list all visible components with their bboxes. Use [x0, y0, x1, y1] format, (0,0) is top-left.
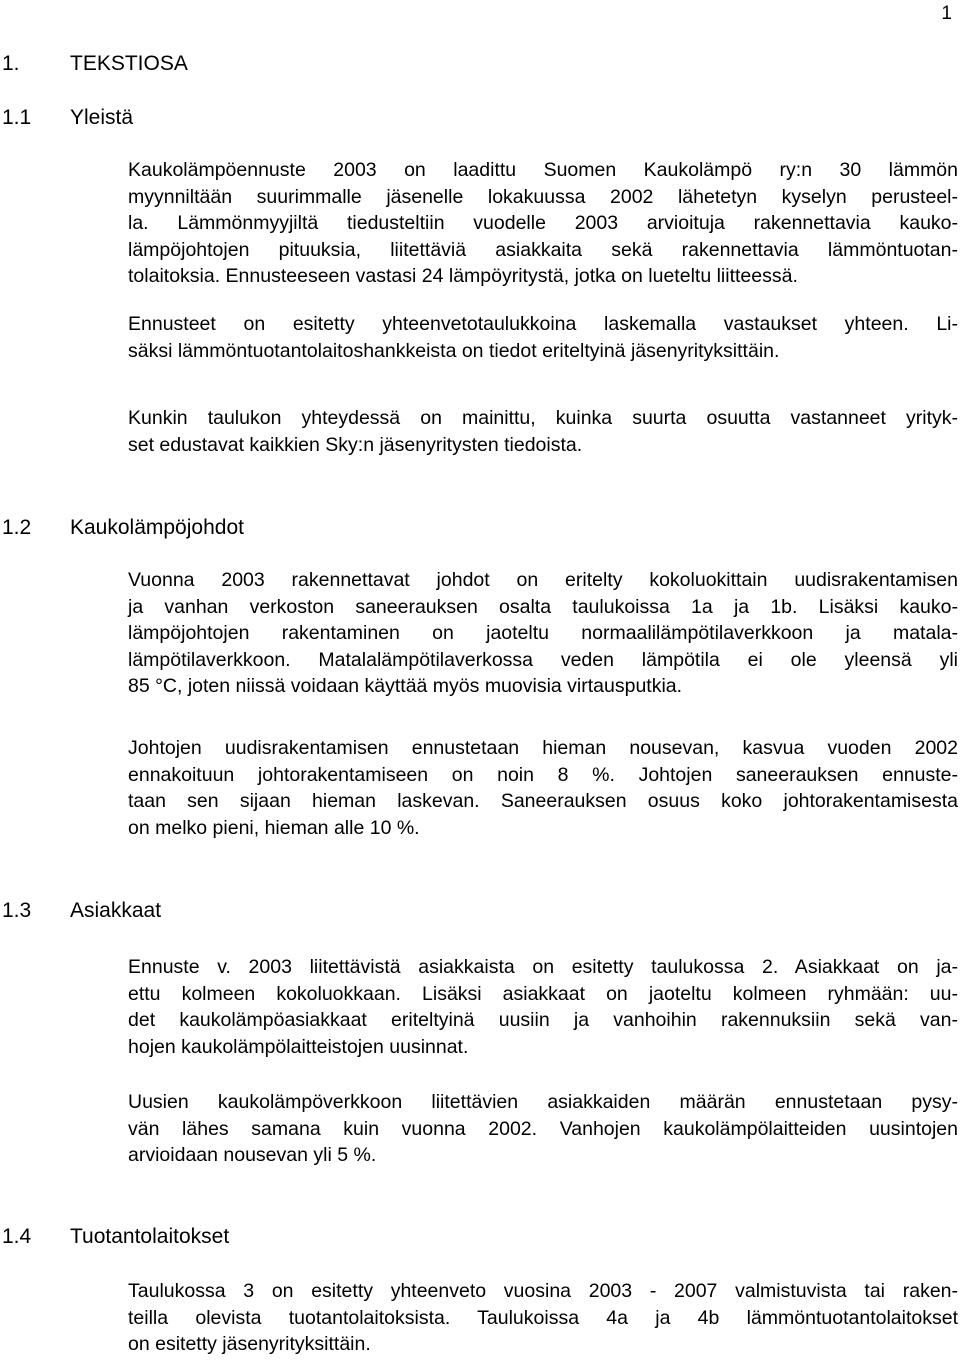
text-line: Kunkin taulukon yhteydessä on mainittu, kuinka suurta osuutta vastanneet yrityk-: [128, 407, 958, 429]
section-title: Asiakkaat: [70, 899, 162, 922]
text-line: teilla olevista tuotantolaitoksista. Taulukoissa 4a ja 4b lämmöntuotantolaitokset: [128, 1306, 958, 1329]
paragraph-pipeline-forecast: [128, 735, 958, 841]
text-line: Uusien kaukolämpöverkkoon liitettävien asiakkaiden määrän ennustetaan pysy-: [128, 1091, 958, 1113]
text-line: Ennusteet on esitetty yhteenvetotaulukkoina laskemalla vastaukset yhteen. Li-: [128, 313, 958, 335]
text-line: myynniltään suurimmalle jäsenelle lokakuussa 2002 lähetetyn kyselyn perusteel-: [128, 185, 958, 208]
text-line: Taulukossa 3 on esitetty yhteenveto vuosina 2003 - 2007 valmistuvista tai raken-: [128, 1280, 958, 1302]
text-line: arvioidaan nousevan yli 5 %.: [128, 1144, 377, 1167]
text-line: set edustavat kaikkien Sky:n jäsenyritysten tiedoista.: [128, 433, 583, 456]
section-number: 1.2: [2, 516, 32, 539]
text-line: Kaukolämpöennuste 2003 on laadittu Suomen Kaukolämpö ry:n 30 lämmön: [128, 159, 958, 181]
section-title: TEKSTIOSA: [70, 52, 188, 75]
paragraph-coverage: [128, 405, 958, 458]
paragraph-production-plants: [128, 1278, 958, 1358]
text-line: Ennuste v. 2003 liitettävistä asiakkaista on esitetty taulukossa 2. Asiakkaat on ja-: [128, 956, 958, 978]
text-line: ja vanhan verkoston saneerauksen osalta taulukoissa 1a ja 1b. Lisäksi kauko-: [128, 595, 958, 618]
section-number: 1.4: [2, 1225, 32, 1248]
section-number: 1.1: [2, 106, 32, 129]
text-line: lämpöjohtojen rakentaminen on jaoteltu normaalilämpötilaverkkoon ja matala-: [128, 622, 958, 645]
text-line: on melko pieni, hieman alle 10 %.: [128, 816, 420, 839]
text-line: 85 °C, joten niissä voidaan käyttää myös muovisia virtausputkia.: [128, 675, 683, 698]
text-line: taan sen sijaan hieman laskevan. Saneerauksen osuus koko johtorakentamisesta: [128, 790, 958, 813]
text-line: det kaukolämpöasiakkaat eriteltyinä uusiin ja vanhoihin rakennuksiin sekä van-: [128, 1009, 958, 1032]
page-number: 1: [941, 3, 952, 24]
text-line: vän lähes samana kuin vuonna 2002. Vanhojen kaukolämpölaitteiden uusintojen: [128, 1117, 958, 1140]
text-line: ennakoituun johtorakentamiseen on noin 8 %. Johtojen saneerauksen ennuste-: [128, 763, 958, 786]
text-line: lämpötilaverkkoon. Matalalämpötilaverkossa veden lämpötila ei ole yleensä yli: [128, 648, 958, 671]
paragraph-customers: [128, 954, 958, 1060]
text-line: säksi lämmöntuotantolaitoshankkeista on tiedot eriteltyinä jäsenyrityksittäin.: [128, 339, 780, 362]
section-number: 1.3: [2, 899, 32, 922]
section-title: Tuotantolaitokset: [70, 1225, 230, 1248]
paragraph-summary-tables: [128, 311, 958, 364]
text-line: hojen kaukolämpölaitteistojen uusinnat.: [128, 1035, 469, 1058]
text-line: lämpöjohtojen pituuksia, liitettäviä asiakkaita sekä rakennettavia lämmöntuotan-: [128, 238, 958, 261]
text-line: on esitetty jäsenyrityksittäin.: [128, 1333, 371, 1356]
text-line: Vuonna 2003 rakennettavat johdot on eritelty kokoluokittain uudisrakentamisen: [128, 569, 958, 591]
text-line: tolaitoksia. Ennusteeseen vastasi 24 lämpöyritystä, jotka on lueteltu liitteessä.: [128, 265, 798, 288]
text-line: Johtojen uudisrakentamisen ennustetaan hieman nousevan, kasvua vuoden 2002: [128, 737, 958, 759]
section-title: Kaukolämpöjohdot: [70, 516, 244, 539]
paragraph-pipelines: [128, 567, 958, 700]
paragraph-customer-forecast: [128, 1089, 958, 1169]
text-line: ettu kolmeen kokoluokkaan. Lisäksi asiakkaat on jaoteltu kolmeen ryhmään: uu-: [128, 982, 958, 1005]
section-title: Yleistä: [70, 106, 134, 129]
section-number: 1.: [2, 52, 20, 75]
text-line: la. Lämmönmyyjiltä tiedusteltiin vuodelle 2003 arvioituja rakennettavia kauko-: [128, 212, 958, 235]
paragraph-survey-description: [128, 157, 958, 290]
